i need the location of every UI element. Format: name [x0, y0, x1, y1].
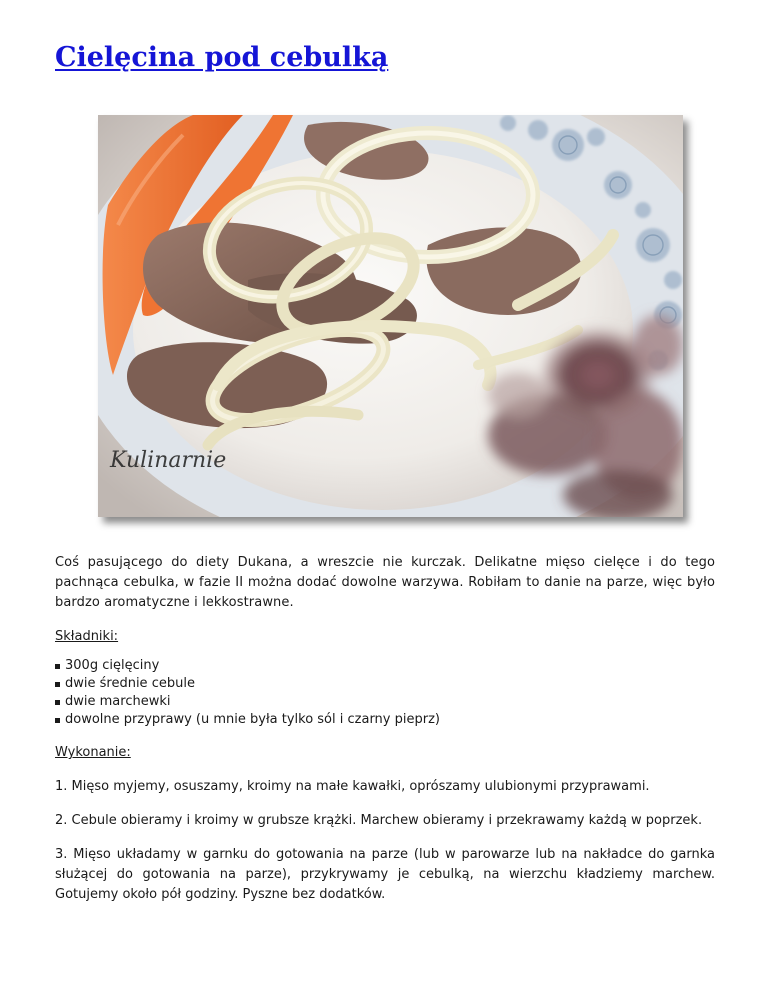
bullet-icon: [55, 664, 60, 669]
recipe-content: [55, 553, 715, 905]
list-item: [55, 693, 715, 711]
ingredient-text: 300g cięlęciny: [65, 658, 160, 673]
dish-photo: [98, 115, 683, 517]
method-step: 1. Mięso myjemy, osuszamy, kroimy na małe kawałki, oprószamy ulubionymi przyprawami.: [55, 779, 650, 794]
page-title[interactable]: Cielęcina pod cebulką: [55, 42, 389, 73]
list-item: [55, 657, 715, 675]
method-label: Wykonanie:: [55, 745, 131, 760]
ingredients-list: [55, 657, 715, 729]
ingredient-text: dowolne przyprawy (u mnie była tylko sól i czarny pieprz): [65, 712, 440, 727]
ingredients-label: Składniki:: [55, 629, 119, 644]
bullet-icon: [55, 718, 60, 723]
recipe-intro: Coś pasującego do diety Dukana, a wreszcie nie kurczak. Delikatne mięso cielęce i do tego pachnąca cebulka, w fazie II można dodać dowolne warzywa. Robiłam to danie na parze, więc było bardzo aromatyczne i lekkostrawne.: [55, 555, 715, 610]
photo-watermark: Kulinarnie: [110, 448, 227, 473]
method-step: 2. Cebule obieramy i kroimy w grubsze krążki. Marchew obieramy i przekrawamy każdą w poprzek.: [55, 813, 703, 828]
list-item: [55, 711, 715, 729]
ingredient-text: dwie marchewki: [65, 694, 171, 709]
list-item: [55, 675, 715, 693]
ingredient-text: dwie średnie cebule: [65, 676, 195, 691]
bullet-icon: [55, 682, 60, 687]
dish-photo-image: [98, 115, 683, 517]
bullet-icon: [55, 700, 60, 705]
method-step: 3. Mięso układamy w garnku do gotowania na parze (lub w parowarze lub na nakładce do garnka służącej do gotowania na parze), przykrywamy je cebulką, na wierzchu kładziemy marchew. Gotujemy około pół godziny. Pyszne bez dodatków.: [55, 847, 715, 902]
